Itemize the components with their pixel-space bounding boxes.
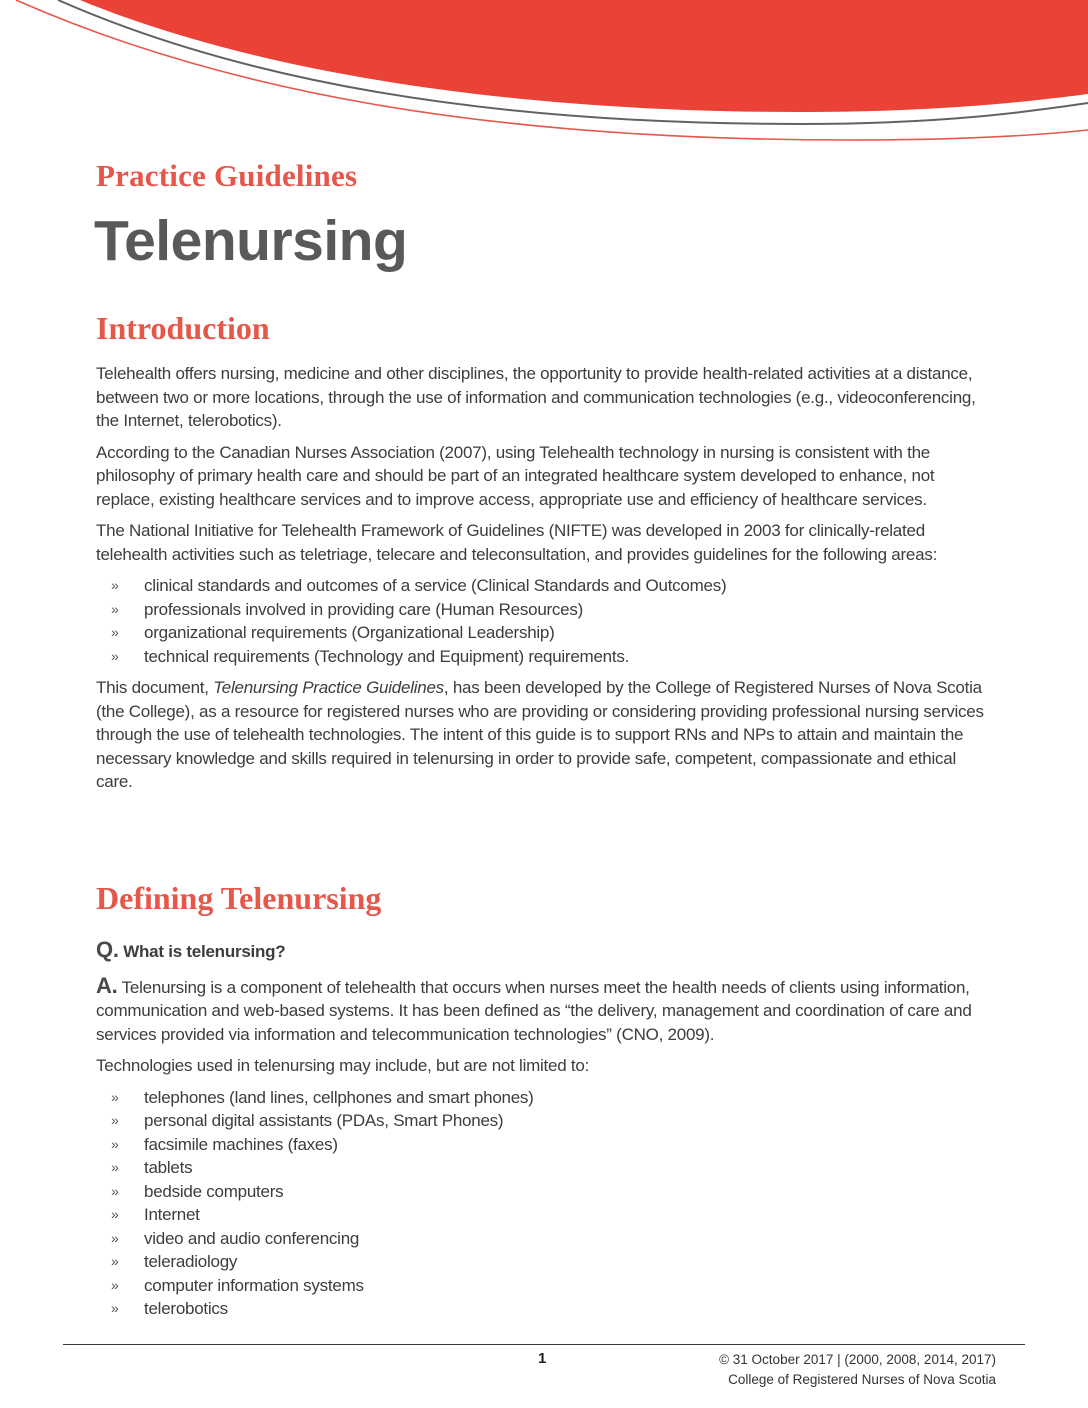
copyright-line: © 31 October 2017 | (2000, 2008, 2014, 2017) [719, 1352, 996, 1367]
footer-divider [63, 1344, 1025, 1345]
bullet-chevron-icon: » [111, 1206, 119, 1222]
list-item: » telephones (land lines, cellphones and smart phones) [96, 1086, 996, 1110]
bullet-chevron-icon: » [111, 1135, 119, 1152]
list-item: » telerobotics [96, 1297, 996, 1321]
banner-red-shape [80, 0, 1088, 112]
list-item: » teleradiology [96, 1250, 996, 1274]
bullet-chevron-icon: » [111, 1159, 119, 1175]
page-number: 1 [538, 1350, 547, 1367]
document-title: Telenursing [94, 209, 408, 273]
bullet-chevron-icon: » [111, 1112, 119, 1128]
header-swoosh-banner [0, 0, 1088, 150]
footer-info [719, 1350, 996, 1390]
bullet-chevron-icon: » [111, 1300, 119, 1316]
bullet-chevron-icon: » [111, 647, 119, 664]
answer: A. Telenursing is a component of telehealth that occurs when nurses meet the health needs of clients using information, communication and web-based systems. It has been defined as “the delivery, management and coordination of care and services provided via information and telecommunication technologies” (CNO, 2009). [96, 972, 972, 1044]
paragraph: Telehealth offers nursing, medicine and other disciplines, the opportunity to provide health-related activities at a distance, between two or more locations, through the use of information and communication technologies (e.g., videoconferencing, the Internet, telerobotics). [96, 364, 976, 430]
bullet-chevron-icon: » [111, 1276, 119, 1293]
bullet-chevron-icon: » [111, 1182, 119, 1199]
defining-section [96, 938, 996, 1329]
list-item: » personal digital assistants (PDAs, Smart Phones) [96, 1109, 996, 1133]
list-item: » Internet [96, 1203, 996, 1227]
paragraph: Technologies used in telenursing may include, but are not limited to: [96, 1056, 590, 1075]
list-item: » facsimile machines (faxes) [96, 1133, 996, 1157]
bullet-chevron-icon: » [111, 1253, 119, 1269]
technologies-list [96, 1086, 996, 1321]
areas-list [96, 574, 996, 668]
section-heading-defining-telenursing: Defining Telenursing [96, 880, 382, 916]
paragraph: The National Initiative for Telehealth Framework of Guidelines (NIFTE) was developed in 2003 for clinically-related telehealth activities such as teletriage, telecare and teleconsultation, and provides guidelines for the following areas: [96, 521, 938, 564]
document-title-reference: Telenursing Practice Guidelines [213, 678, 444, 697]
bullet-chevron-icon: » [111, 600, 119, 617]
bullet-chevron-icon: » [111, 1229, 119, 1246]
a-label: A. [96, 972, 118, 998]
question: Q. What is telenursing? [96, 937, 286, 962]
list-item: » technical requirements (Technology and Equipment) requirements. [96, 645, 996, 669]
bullet-chevron-icon: » [111, 624, 119, 640]
document-kicker: Practice Guidelines [96, 158, 358, 193]
list-item: » tablets [96, 1156, 996, 1180]
list-item: » bedside computers [96, 1180, 996, 1204]
paragraph: This document, Telenursing Practice Guidelines, has been developed by the College of Registered Nurses of Nova Scotia (the College), as a resource for registered nurses who are providing or considering providing professional nursing services through the use of telehealth technologies. The intent of this guide is to support RNs and NPs to attain and maintain the necessary knowledge and skills required in telenursing in order to provide safe, competent, compassionate and ethical care. [96, 678, 984, 791]
bullet-chevron-icon: » [111, 1088, 119, 1105]
introduction-section [96, 362, 996, 802]
list-item: » organizational requirements (Organizational Leadership) [96, 621, 996, 645]
list-item: » clinical standards and outcomes of a service (Clinical Standards and Outcomes) [96, 574, 996, 598]
bullet-chevron-icon: » [111, 577, 119, 593]
section-heading-introduction: Introduction [96, 310, 270, 346]
paragraph: According to the Canadian Nurses Association (2007), using Telehealth technology in nursing is consistent with the philosophy of primary health care and should be part of an integrated healthcare system developed to enhance, not replace, existing healthcare services and to improve access, appropriate use and efficiency of healthcare services. [96, 442, 935, 509]
q-label: Q. [96, 937, 119, 962]
organization-name: College of Registered Nurses of Nova Scotia [728, 1372, 996, 1387]
list-item: » professionals involved in providing care (Human Resources) [96, 598, 996, 622]
list-item: » video and audio conferencing [96, 1227, 996, 1251]
list-item: » computer information systems [96, 1274, 996, 1298]
